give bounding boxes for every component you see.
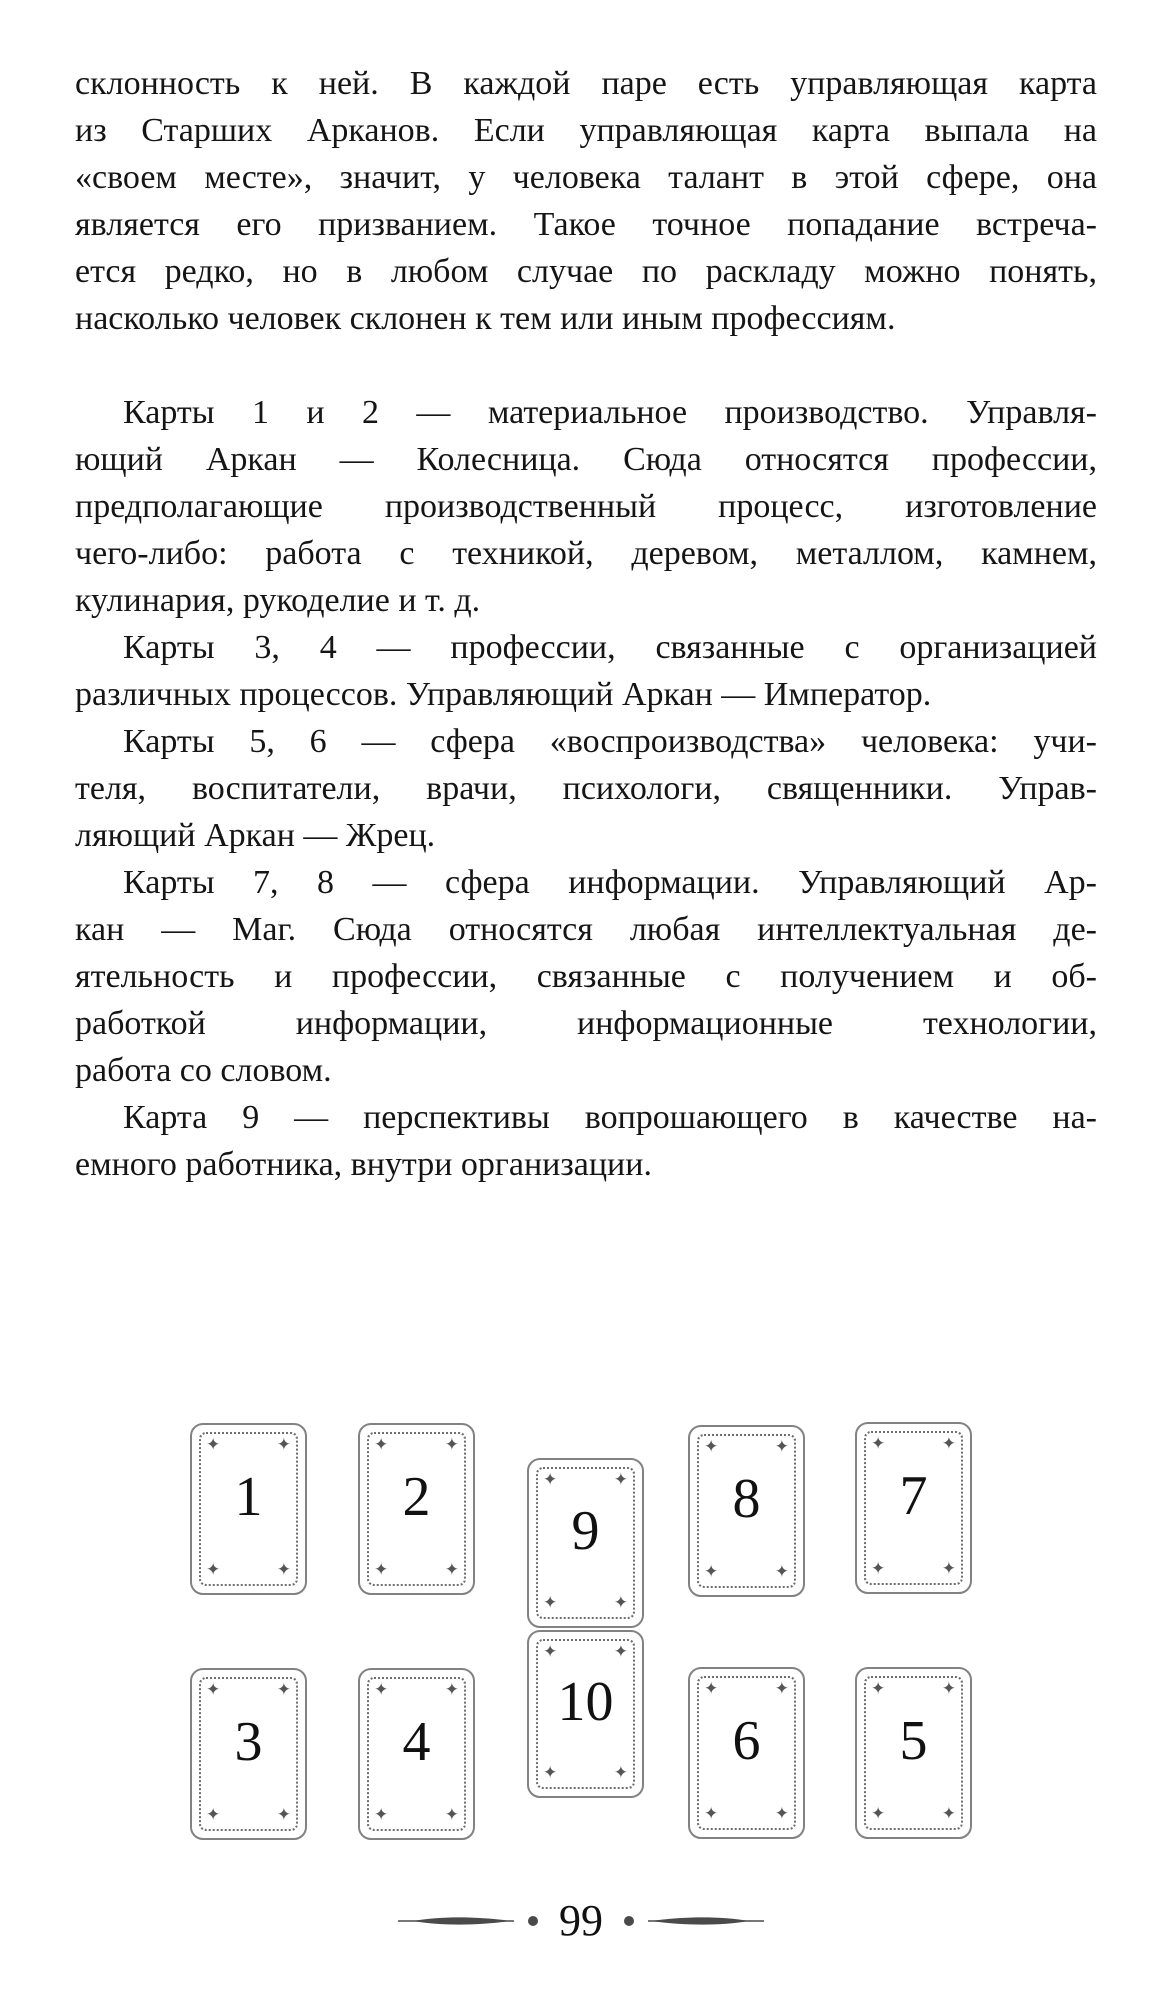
sparkle-icon: ✦: [704, 1562, 719, 1582]
sparkle-icon: ✦: [941, 1559, 956, 1579]
dot-icon: [624, 1916, 634, 1926]
sparkle-icon: ✦: [206, 1805, 221, 1825]
sparkle-icon: ✦: [871, 1559, 886, 1579]
text-line: Карты 5, 6 — сфера «воспроизводства» человека: учи-: [123, 723, 1097, 760]
sparkle-icon: ✦: [774, 1437, 789, 1457]
tarot-card-6: [688, 1667, 805, 1839]
text-line: является его призванием. Такое точное попадание встреча-: [75, 206, 1097, 243]
text-line: насколько человек склонен к тем или иным профессиям.: [75, 300, 896, 337]
sparkle-icon: ✦: [543, 1593, 558, 1613]
card-number: 1: [234, 1466, 263, 1528]
sparkle-icon: ✦: [444, 1805, 459, 1825]
tarot-card-1: [190, 1423, 307, 1595]
tarot-card-8: [688, 1425, 805, 1597]
body-text: [75, 60, 1097, 1188]
sparkle-icon: ✦: [941, 1679, 956, 1699]
flourish-right-icon: [647, 1914, 765, 1928]
sparkle-icon: ✦: [276, 1680, 291, 1700]
dot-icon: [528, 1916, 538, 1926]
text-line: склонность к ней. В каждой паре есть управляющая карта: [75, 65, 1097, 102]
text-line: чего-либо: работа с техникой, деревом, металлом, камнем,: [75, 535, 1097, 572]
text-line: Карты 7, 8 — сфера информации. Управляющий Ар-: [123, 864, 1097, 901]
sparkle-icon: ✦: [941, 1434, 956, 1454]
sparkle-icon: ✦: [543, 1763, 558, 1783]
sparkle-icon: ✦: [871, 1434, 886, 1454]
sparkle-icon: ✦: [613, 1470, 628, 1490]
paragraph-5: [75, 859, 1097, 1094]
sparkle-icon: ✦: [704, 1437, 719, 1457]
sparkle-icon: ✦: [374, 1680, 389, 1700]
text-line: различных процессов. Управляющий Аркан — Император.: [75, 676, 932, 713]
text-line: кан — Маг. Сюда относятся любая интеллектуальная де-: [75, 911, 1097, 948]
text-line: из Старших Арканов. Если управляющая карта выпала на: [75, 112, 1097, 149]
sparkle-icon: ✦: [704, 1804, 719, 1824]
tarot-card-2: [358, 1423, 475, 1595]
card-number: 10: [557, 1671, 614, 1733]
paragraph-1: [75, 60, 1097, 342]
sparkle-icon: ✦: [613, 1642, 628, 1662]
page-footer: [0, 1893, 1162, 1949]
tarot-card-4: [358, 1668, 475, 1840]
text-line: Карты 1 и 2 — материальное производство. Управля-: [123, 394, 1097, 431]
tarot-card-7: [855, 1422, 972, 1594]
sparkle-icon: ✦: [704, 1679, 719, 1699]
sparkle-icon: ✦: [774, 1804, 789, 1824]
sparkle-icon: ✦: [276, 1560, 291, 1580]
sparkle-icon: ✦: [444, 1560, 459, 1580]
paragraph-4: [75, 718, 1097, 859]
text-line: «своем месте», значит, у человека талант в этой сфере, она: [75, 159, 1097, 196]
text-line: теля, воспитатели, врачи, психологи, священники. Управ-: [75, 770, 1097, 807]
sparkle-icon: ✦: [774, 1562, 789, 1582]
text-line: кулинария, рукоделие и т. д.: [75, 582, 481, 619]
text-line: ляющий Аркан — Жрец.: [75, 817, 436, 854]
sparkle-icon: ✦: [276, 1805, 291, 1825]
text-line: емного работника, внутри организации.: [75, 1146, 652, 1183]
sparkle-icon: ✦: [444, 1680, 459, 1700]
sparkle-icon: ✦: [871, 1804, 886, 1824]
paragraph-3: [75, 624, 1097, 718]
tarot-card-10: [527, 1630, 644, 1798]
page-number: 99: [559, 1896, 603, 1945]
card-number: 4: [402, 1711, 431, 1773]
text-line: работа со словом.: [75, 1052, 332, 1089]
text-line: ется редко, но в любом случае по раскладу можно понять,: [75, 253, 1097, 290]
text-line: работкой информации, информационные технологии,: [75, 1005, 1097, 1042]
sparkle-icon: ✦: [941, 1804, 956, 1824]
tarot-card-9: [527, 1458, 644, 1628]
sparkle-icon: ✦: [613, 1763, 628, 1783]
sparkle-icon: ✦: [206, 1680, 221, 1700]
text-line: ющий Аркан — Колесница. Сюда относятся профессии,: [75, 441, 1097, 478]
sparkle-icon: ✦: [543, 1642, 558, 1662]
sparkle-icon: ✦: [206, 1435, 221, 1455]
card-number: 8: [732, 1468, 761, 1530]
sparkle-icon: ✦: [276, 1435, 291, 1455]
sparkle-icon: ✦: [374, 1435, 389, 1455]
text-line: Карта 9 — перспективы вопрошающего в качестве на-: [123, 1099, 1097, 1136]
flourish-left-icon: [397, 1914, 515, 1928]
sparkle-icon: ✦: [871, 1679, 886, 1699]
card-number: 7: [899, 1465, 928, 1527]
card-number: 6: [732, 1710, 761, 1772]
sparkle-icon: ✦: [444, 1435, 459, 1455]
card-number: 3: [234, 1711, 263, 1773]
card-spread-diagram: [0, 1420, 1162, 1845]
sparkle-icon: ✦: [613, 1593, 628, 1613]
sparkle-icon: ✦: [774, 1679, 789, 1699]
sparkle-icon: ✦: [543, 1470, 558, 1490]
card-number: 5: [899, 1710, 928, 1772]
text-line: предполагающие производственный процесс, изготовление: [75, 488, 1097, 525]
sparkle-icon: ✦: [206, 1560, 221, 1580]
text-line: Карты 3, 4 — профессии, связанные с организацией: [123, 629, 1097, 666]
tarot-card-5: [855, 1667, 972, 1839]
text-line: ятельность и профессии, связанные с получением и об-: [75, 958, 1097, 995]
paragraph-2: [75, 389, 1097, 624]
card-number: 9: [571, 1500, 600, 1562]
sparkle-icon: ✦: [374, 1805, 389, 1825]
card-number: 2: [402, 1466, 431, 1528]
tarot-card-3: [190, 1668, 307, 1840]
paragraph-6: [75, 1094, 1097, 1188]
sparkle-icon: ✦: [374, 1560, 389, 1580]
